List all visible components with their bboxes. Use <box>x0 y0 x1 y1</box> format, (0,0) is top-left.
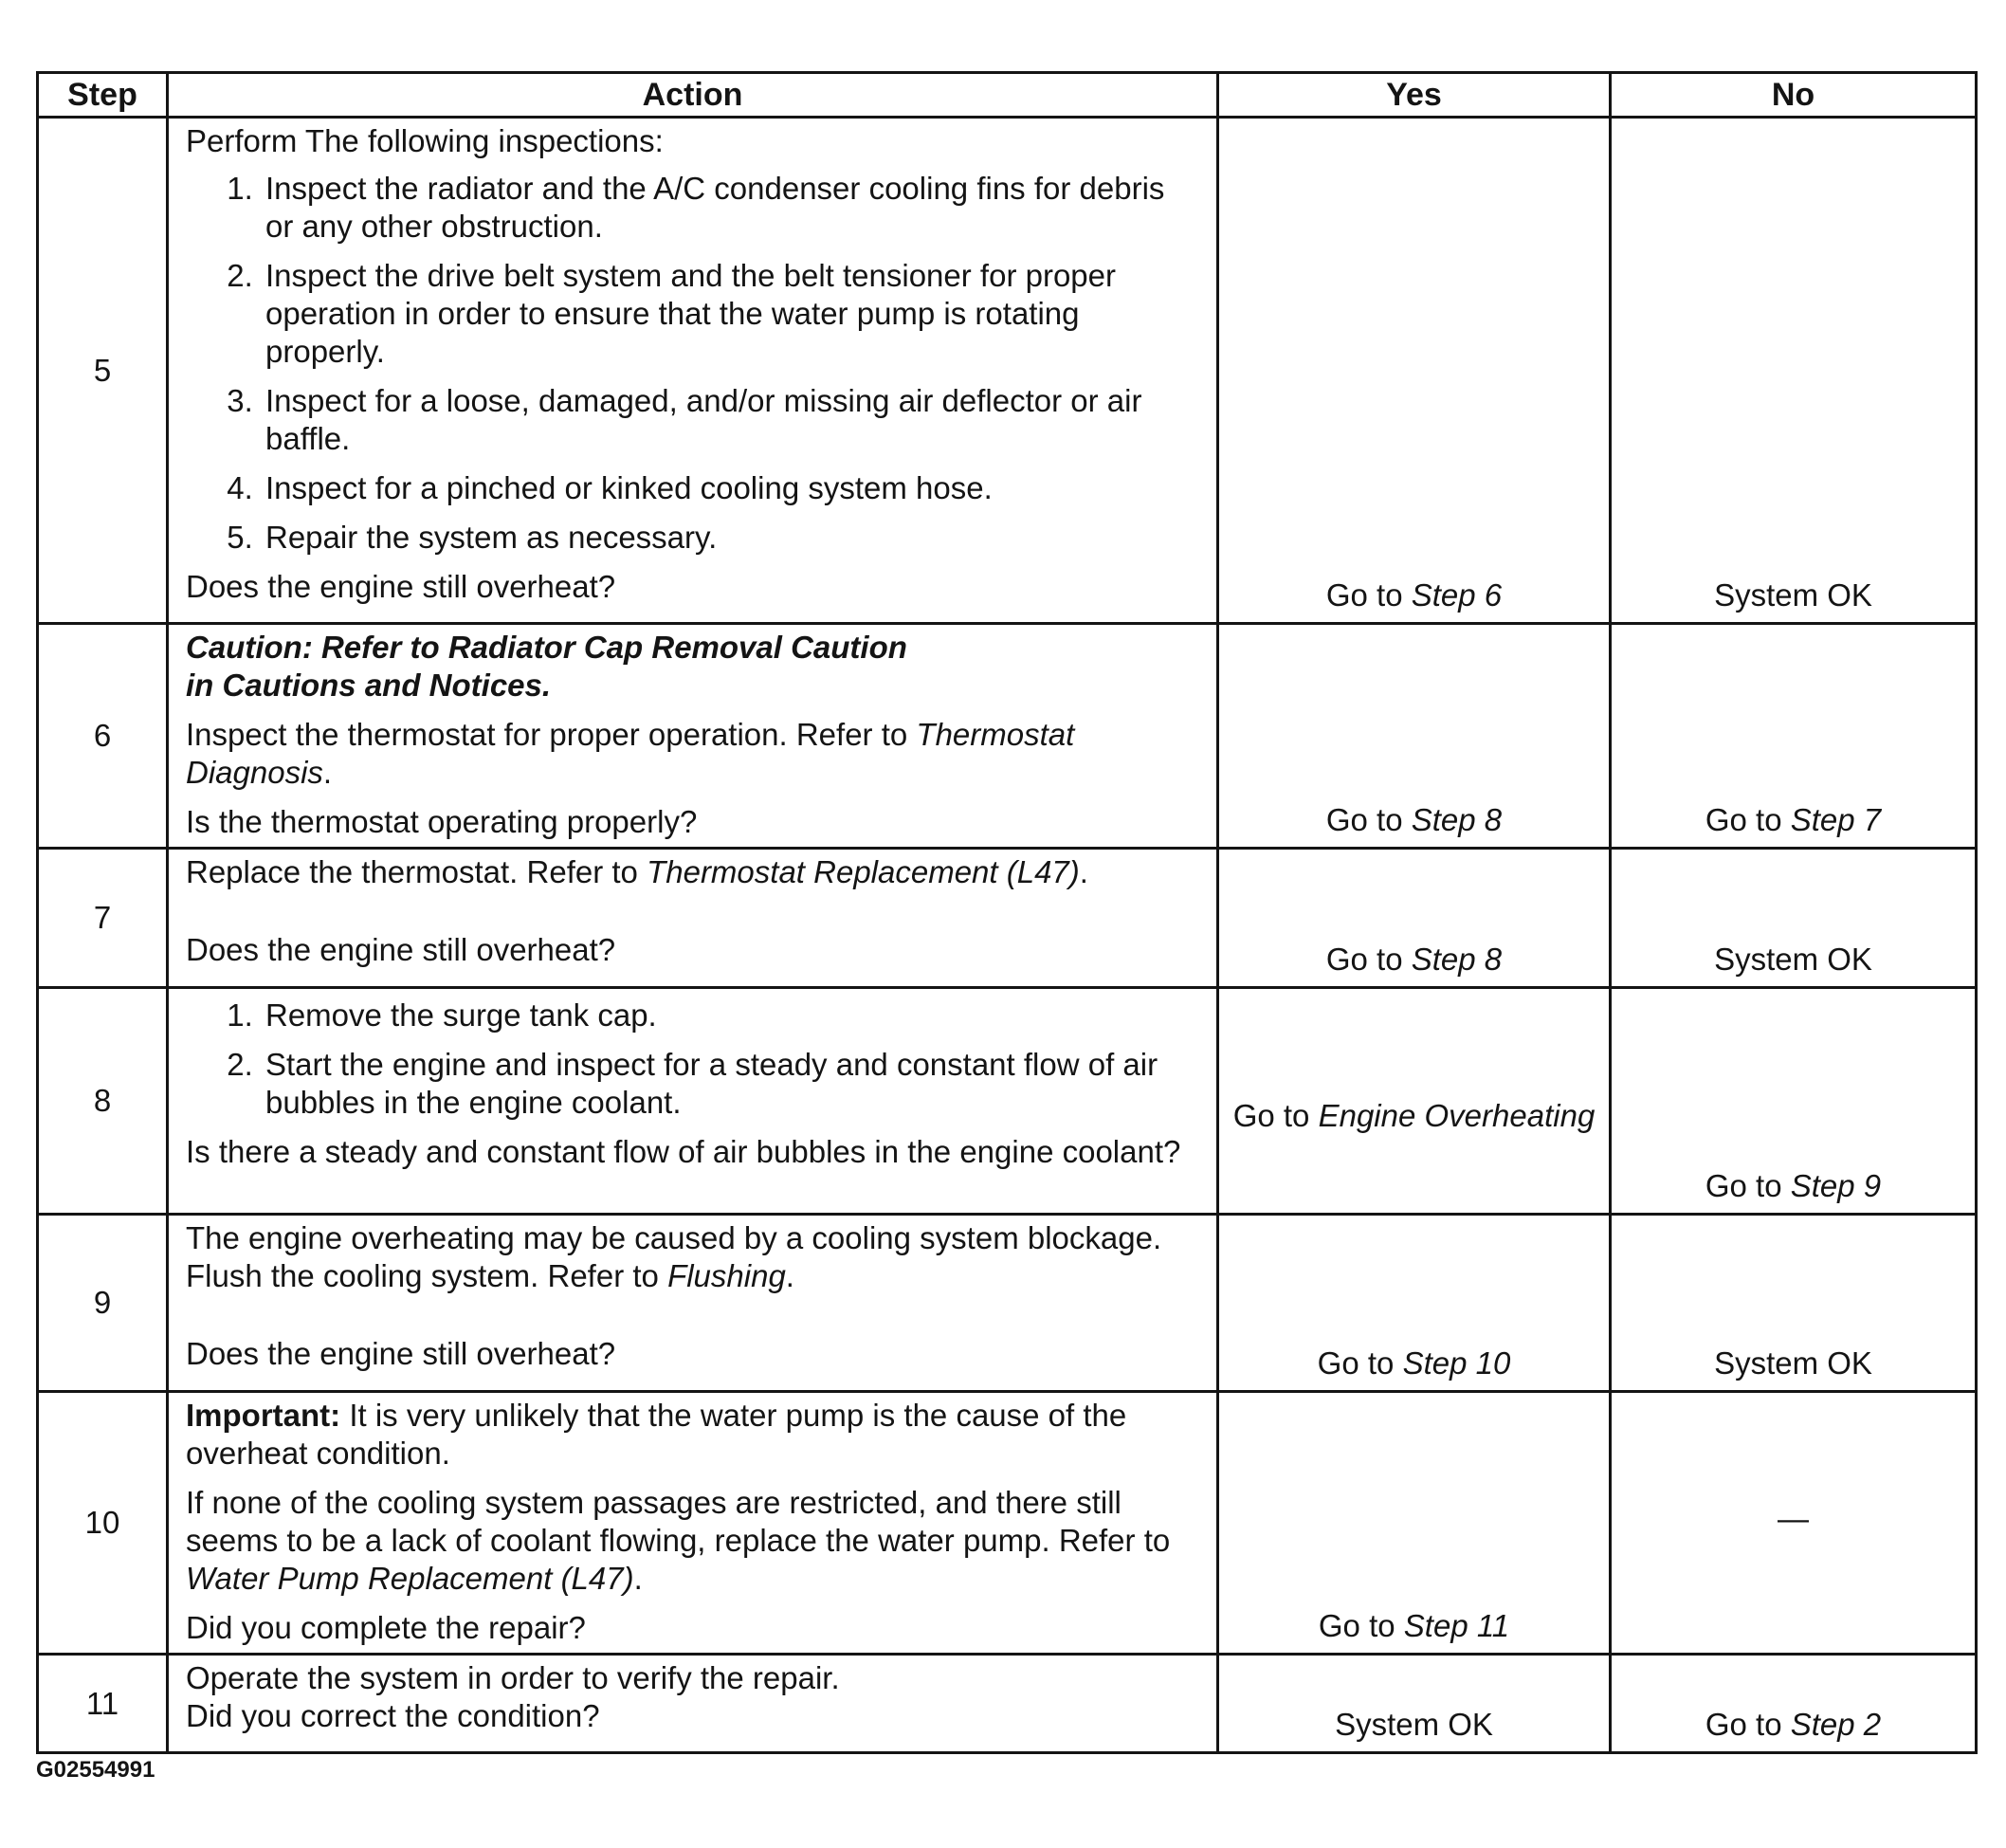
yes-prefix: Go to <box>1325 942 1412 977</box>
step-reference: Step 8 <box>1411 942 1503 977</box>
action-cell <box>168 849 1218 988</box>
no-prefix: Go to <box>1705 1707 1791 1742</box>
list-item: 4. Inspect for a pinched or kinked cooling system hose. <box>262 469 1199 507</box>
header-no: No <box>1611 73 1977 118</box>
step-number: 6 <box>38 624 168 849</box>
step-reference: Step 2 <box>1790 1707 1882 1742</box>
action-text <box>186 853 1199 891</box>
doc-reference: Flushing <box>667 1258 786 1293</box>
diagnostic-table <box>36 71 1978 1754</box>
yes-cell <box>1218 849 1611 988</box>
no-cell <box>1611 624 1977 849</box>
action-text-before: Replace the thermostat. Refer to <box>186 854 647 889</box>
action-cell <box>168 1655 1218 1753</box>
list-item: 2. Start the engine and inspect for a steady and constant flow of air bubbles in the engine coolant. <box>262 1046 1199 1122</box>
important-label: Important: <box>186 1398 341 1433</box>
doc-reference: Thermostat Replacement (L47) <box>647 854 1080 889</box>
action-text-before: If none of the cooling system passages are restricted, and there still seems to be a lack of coolant flowing, replace the water pump. Refer to <box>186 1485 1171 1558</box>
yes-cell <box>1218 118 1611 624</box>
inspection-list <box>186 997 1199 1122</box>
action-text-after: . <box>785 1258 794 1293</box>
yes-cell <box>1218 624 1611 849</box>
action-text-after: . <box>633 1561 643 1596</box>
inspection-list <box>186 170 1199 557</box>
list-item: 1. Inspect the radiator and the A/C condenser cooling fins for debris or any other obstruction. <box>262 170 1199 246</box>
important-text: It is very unlikely that the water pump is the cause of the overheat condition. <box>186 1398 1127 1471</box>
action-cell <box>168 988 1218 1215</box>
action-text <box>186 1484 1199 1598</box>
step-reference: Step 10 <box>1402 1345 1511 1381</box>
action-text-after: . <box>1079 854 1088 889</box>
no-cell: System OK <box>1611 849 1977 988</box>
action-text <box>186 1219 1199 1295</box>
yes-prefix: Go to <box>1232 1098 1319 1133</box>
table-row <box>38 1392 1977 1655</box>
caution-line-1: Caution: Refer to Radiator Cap Removal Caution <box>186 630 907 665</box>
table-row <box>38 988 1977 1215</box>
list-item: 5. Repair the system as necessary. <box>262 519 1199 557</box>
action-question: Does the engine still overheat? <box>186 932 616 967</box>
header-row <box>38 73 1977 118</box>
action-intro: Perform The following inspections: <box>186 123 664 158</box>
action-cell <box>168 118 1218 624</box>
step-number: 11 <box>38 1655 168 1753</box>
yes-prefix: Go to <box>1317 1345 1403 1381</box>
step-reference: Step 11 <box>1403 1608 1510 1643</box>
list-item: 1. Remove the surge tank cap. <box>262 997 1199 1034</box>
no-cell: — <box>1611 1392 1977 1655</box>
step-number: 8 <box>38 988 168 1215</box>
yes-prefix: Go to <box>1318 1608 1404 1643</box>
no-cell: System OK <box>1611 118 1977 624</box>
action-text-after: . <box>322 755 333 790</box>
header-yes: Yes <box>1218 73 1611 118</box>
important-note <box>186 1397 1199 1473</box>
table-row <box>38 624 1977 849</box>
action-question: Did you correct the condition? <box>186 1698 600 1733</box>
table-row <box>38 1655 1977 1753</box>
list-item: 2. Inspect the drive belt system and the belt tensioner for proper operation in order to ensure that the water pump is rotating properly. <box>262 257 1199 371</box>
action-text: Operate the system in order to verify the repair. <box>186 1660 840 1695</box>
step-number: 7 <box>38 849 168 988</box>
table-row <box>38 849 1977 988</box>
yes-cell <box>1218 1215 1611 1392</box>
yes-cell <box>1218 1392 1611 1655</box>
header-action: Action <box>168 73 1218 118</box>
yes-cell: System OK <box>1218 1655 1611 1753</box>
step-number: 9 <box>38 1215 168 1392</box>
yes-cell <box>1218 988 1611 1215</box>
step-number: 5 <box>38 118 168 624</box>
action-question: Does the engine still overheat? <box>186 569 616 604</box>
action-text <box>186 716 1199 792</box>
yes-prefix: Go to <box>1325 802 1412 837</box>
yes-prefix: Go to <box>1325 577 1412 613</box>
step-reference: Engine Overheating <box>1318 1098 1596 1133</box>
step-reference: Step 9 <box>1790 1168 1882 1203</box>
action-question: Did you complete the repair? <box>186 1610 586 1645</box>
no-prefix: Go to <box>1705 802 1791 837</box>
action-cell <box>168 1215 1218 1392</box>
doc-reference: Water Pump Replacement (L47) <box>186 1561 634 1596</box>
step-reference: Step 7 <box>1790 802 1882 837</box>
action-question: Does the engine still overheat? <box>186 1336 616 1371</box>
header-step: Step <box>38 73 168 118</box>
action-text-before: Inspect the thermostat for proper operation. Refer to <box>186 717 917 752</box>
caution-line-2: in Cautions and Notices. <box>186 668 552 703</box>
action-question: Is the thermostat operating properly? <box>186 804 698 839</box>
action-cell <box>168 1392 1218 1655</box>
no-prefix: Go to <box>1705 1168 1791 1203</box>
action-cell <box>168 624 1218 849</box>
doc-reference: Thermostat Diagnosis <box>186 717 1075 790</box>
no-cell <box>1611 988 1977 1215</box>
list-item: 3. Inspect for a loose, damaged, and/or missing air deflector or air baffle. <box>262 382 1199 458</box>
step-number: 10 <box>38 1392 168 1655</box>
figure-code: G02554991 <box>36 1757 155 1783</box>
no-cell: System OK <box>1611 1215 1977 1392</box>
action-question: Is there a steady and constant flow of air bubbles in the engine coolant? <box>186 1134 1181 1169</box>
no-cell <box>1611 1655 1977 1753</box>
step-reference: Step 6 <box>1411 577 1503 613</box>
step-reference: Step 8 <box>1411 802 1503 837</box>
table-header <box>38 73 1977 118</box>
table-row <box>38 1215 1977 1392</box>
table-row <box>38 118 1977 624</box>
action-text-before: The engine overheating may be caused by a cooling system blockage. Flush the cooling system. Refer to <box>186 1220 1162 1293</box>
